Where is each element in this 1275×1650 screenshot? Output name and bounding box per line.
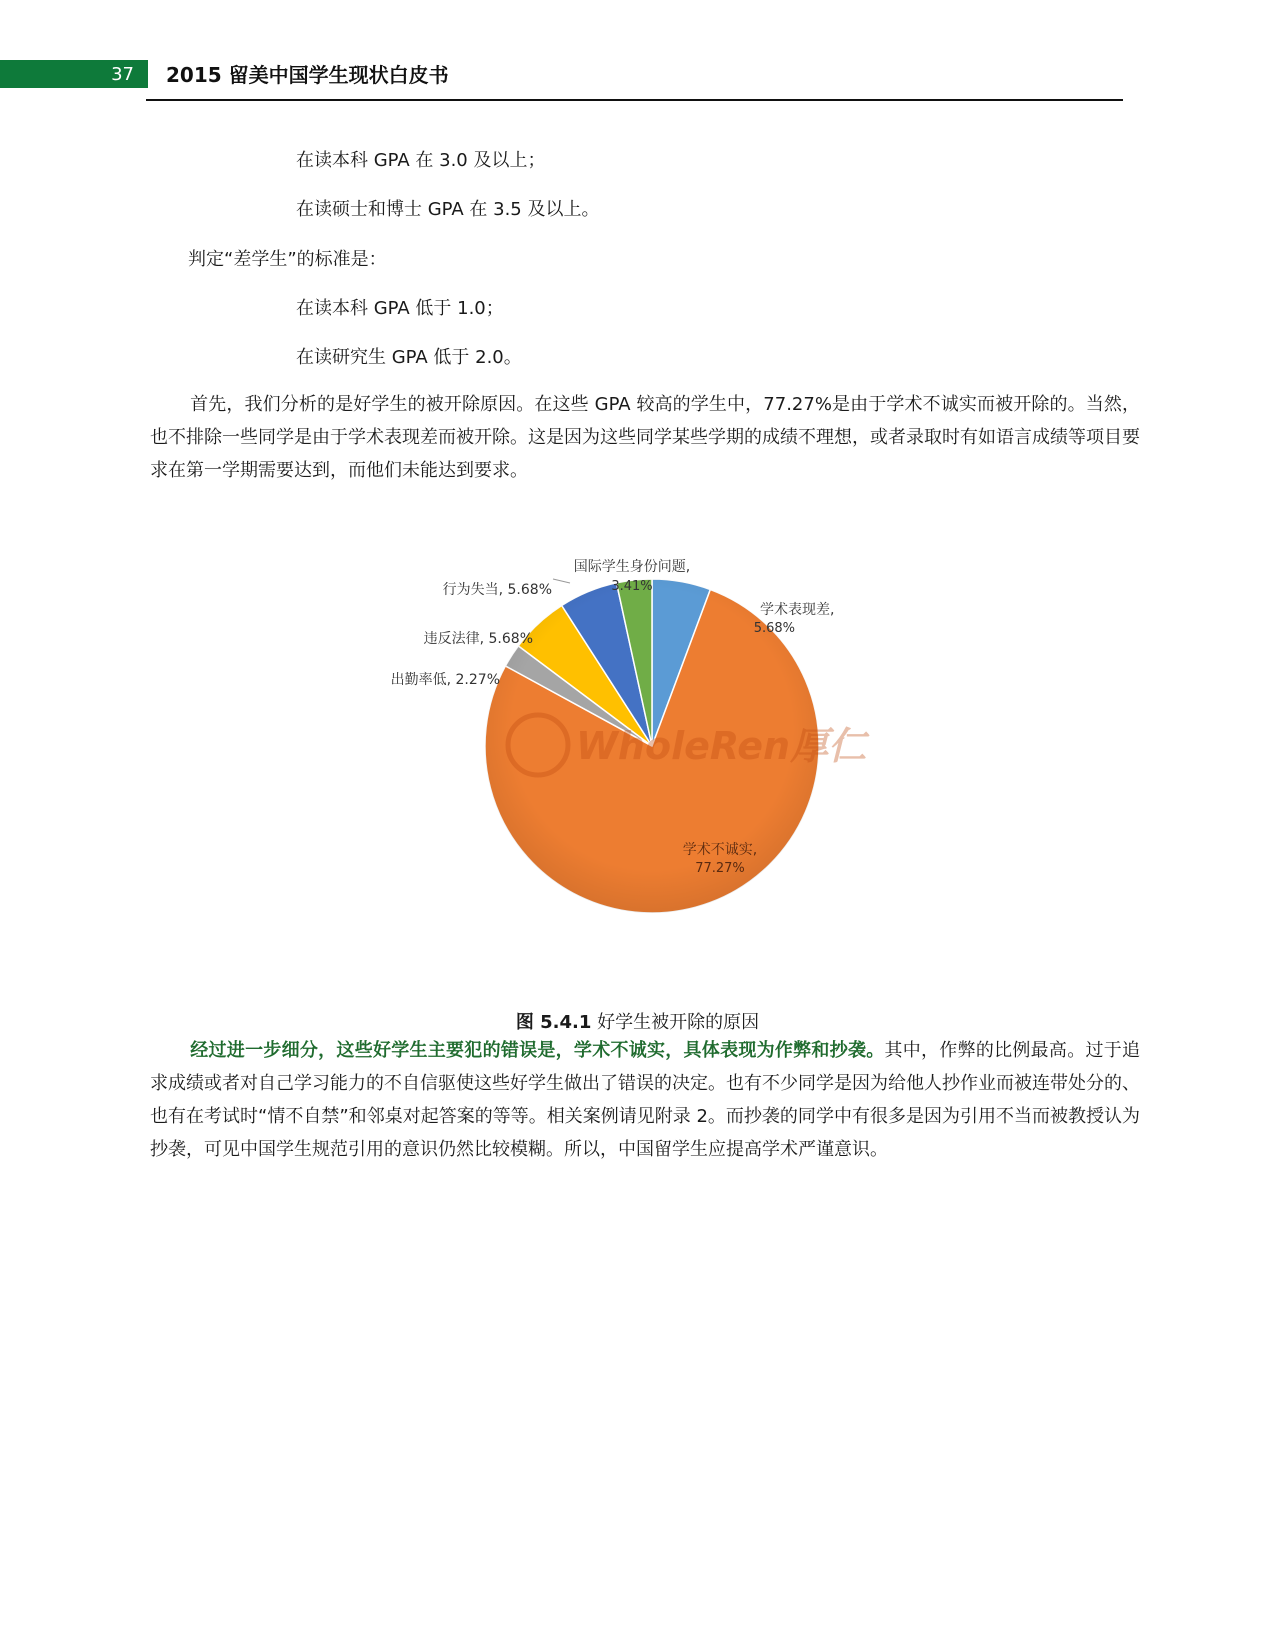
paragraph-1 [150,388,1140,487]
document-title: 2015 留美中国学生现状白皮书 [166,63,449,87]
pie-chart-svg [390,555,890,975]
label-academic-dishonesty: 学术不诚实, [682,842,758,858]
pie-chart [390,555,890,975]
label-misconduct: 行为失当, 5.68% [442,582,552,598]
leader-line-conduct [553,579,570,583]
label-law-violation: 违反法律, 5.68% [423,631,533,647]
value-label-visa-status: 3.41% [611,579,653,594]
paragraph-2-text: 其中，作弊的比例最高。过于追求成绩或者对自己学习能力的不自信驱使这些好学生做出了错误的决定。也有不少同学是因为给他人抄作业而被连带处分的、也有在考试时“情不自禁”和邻桌对起答案的等等。相关案例请见附录 2。而抄袭的同学中有很多是因为引用不当而被教授认为抄袭，可见中国学生规范引用的意识仍然比较模糊。所以，中国留学生应提高学术严谨意识。 [150,1040,1140,1160]
header-divider [146,99,1123,101]
watermark-text: WholeRen厚仁 [576,724,867,768]
label-visa-status: 国际学生身份问题, [573,559,691,575]
criteria-line-3: 在读本科 GPA 低于 1.0； [296,298,504,319]
caption-number: 图 5.4.1 [515,1012,592,1033]
criteria-line-4: 在读研究生 GPA 低于 2.0。 [296,347,522,368]
value-label-academic-performance: 5.68% [753,621,795,636]
caption-text: 好学生被开除的原因 [591,1012,760,1033]
criteria-heading: 判定“差学生”的标准是： [188,249,387,270]
paragraph-1-text: 首先，我们分析的是好学生的被开除原因。在这些 GPA 较高的学生中，77.27%是由于学术不诚实而被开除的。当然，也不排除一些同学是由于学术表现差而被开除。这是因为这些同学某些学期的成绩不理想，或者录取时有如语言成绩等项目要求在第一学期需要达到，而他们未能达到要求。 [150,394,1140,481]
value-label-academic-dishonesty: 77.27% [695,861,745,876]
label-academic-performance: 学术表现差, [760,602,835,618]
page-number-bar [0,60,148,88]
figure-caption [0,1008,1275,1034]
page-number: 37 [111,63,134,85]
paragraph-2 [150,1034,1140,1166]
paragraph-2-highlight: 经过进一步细分，这些好学生主要犯的错误是，学术不诚实，具体表现为作弊和抄袭。 [190,1040,885,1061]
criteria-line-2: 在读硕士和博士 GPA 在 3.5 及以上。 [296,199,600,220]
criteria-line-1: 在读本科 GPA 在 3.0 及以上； [296,150,546,171]
label-low-attendance: 出勤率低, 2.27% [390,672,500,688]
